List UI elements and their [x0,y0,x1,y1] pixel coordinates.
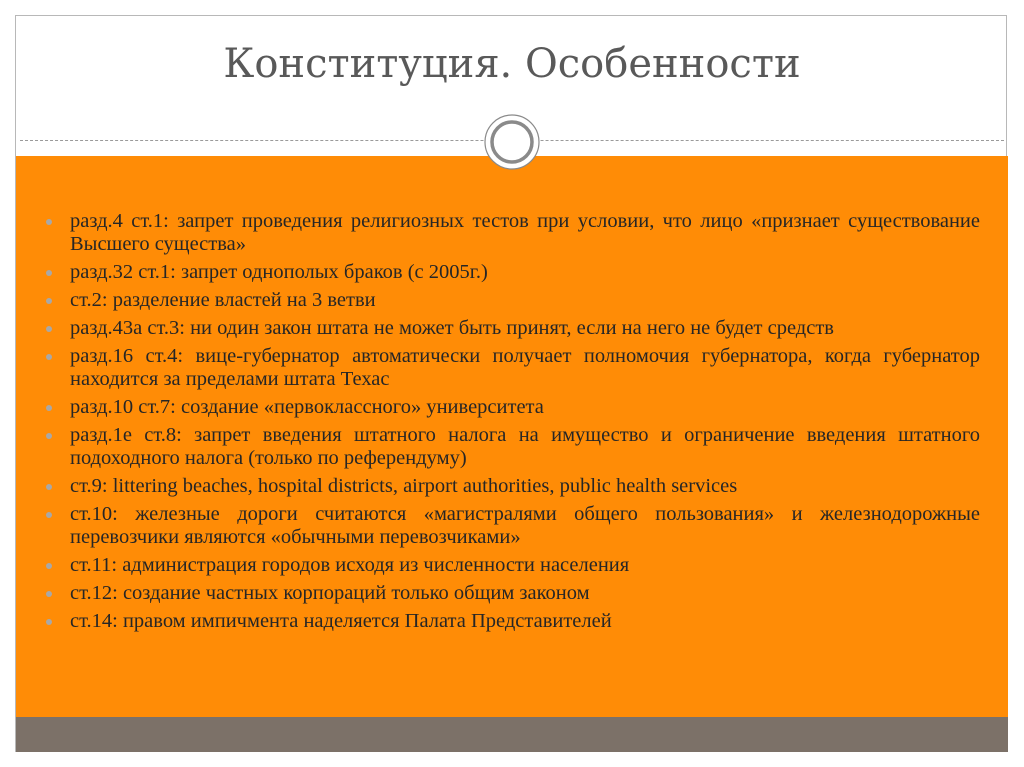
list-item-text: разд.1е ст.8: запрет введения штатного налога на имущество и ограничение введения штатного подоходного налога (только по референдуму) [70,424,980,469]
list-item-text: разд.32 ст.1: запрет однополых браков (с 2005г.) [70,261,488,283]
list-item [44,261,980,284]
list-item-text: разд.10 ст.7: создание «первоклассного» университета [70,396,544,418]
list-item [44,582,980,605]
bullet-list [44,210,980,638]
list-item [44,475,980,498]
list-item-text: разд.16 ст.4: вице-губернатор автоматически получает полномочия губернатора, когда губернатор находится за пределами штата Техас [70,345,980,390]
list-item-text: ст.10: железные дороги считаются «магистралями общего пользования» и железнодорожные перевозчики являются «обычными перевозчиками» [70,503,980,548]
list-item-text: разд.43а ст.3: ни один закон штата не может быть принят, если на него не будет средств [70,317,834,339]
bullet-dot-icon [46,591,52,597]
list-item [44,503,980,549]
list-item [44,317,980,340]
bullet-dot-icon [46,219,52,225]
list-item-text: ст.9: littering beaches, hospital districts, airport authorities, public health services [70,475,738,497]
bullet-dot-icon [46,484,52,490]
list-item [44,610,980,633]
list-item-text: ст.14: правом импичмента наделяется Палата Представителей [70,610,612,632]
bullet-dot-icon [46,270,52,276]
bullet-dot-icon [46,298,52,304]
list-item [44,424,980,470]
list-item [44,396,980,419]
list-item-text: разд.4 ст.1: запрет проведения религиозных тестов при условии, что лицо «признает существование Высшего существа» [70,210,980,255]
bullet-dot-icon [46,563,52,569]
list-item-text: ст.2: разделение властей на 3 ветви [70,289,376,311]
bullet-dot-icon [46,619,52,625]
list-item-text: ст.11: администрация городов исходя из численности населения [70,554,630,576]
bottom-band [16,717,1008,752]
double-circle-icon [484,114,540,170]
bullet-dot-icon [46,326,52,332]
bullet-dot-icon [46,433,52,439]
list-item [44,345,980,391]
list-item [44,289,980,312]
slide-title: Конституция. Особенности [223,41,801,87]
bullet-dot-icon [46,512,52,518]
bullet-dot-icon [46,405,52,411]
list-item-text: ст.12: создание частных корпораций только общим законом [70,582,590,604]
list-item [44,210,980,256]
list-item [44,554,980,577]
bullet-dot-icon [46,354,52,360]
